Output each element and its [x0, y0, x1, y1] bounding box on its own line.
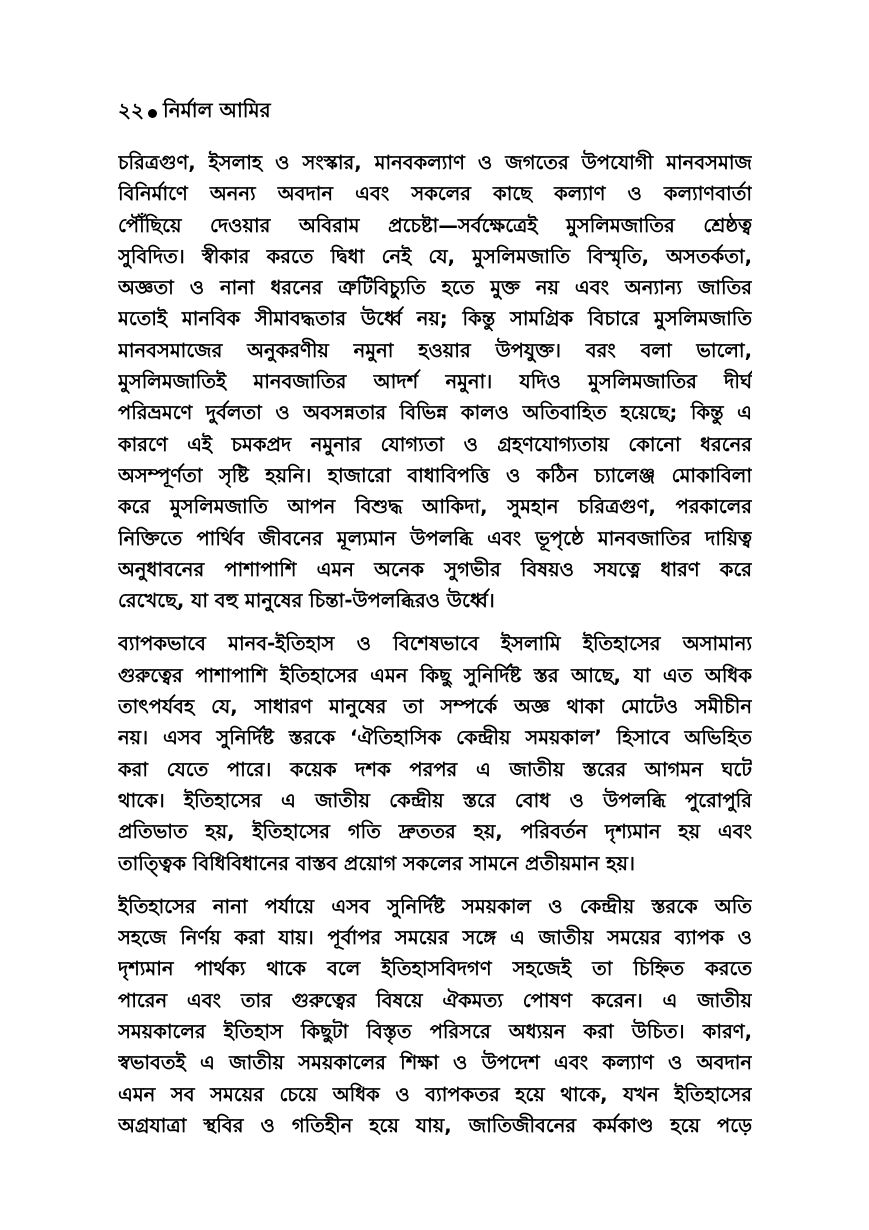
text-line: অসম্পূর্ণতা সৃষ্টি হয়নি। হাজারো বাধাবিপত্তি ও কঠিন চ্যালেঞ্জ মোকাবিলা	[118, 463, 752, 487]
page-number: ২২	[118, 98, 145, 122]
text-line: কারণে এই চমকপ্রদ নমুনার যোগ্যতা ও গ্রহণযোগ্যতায় কোনো ধরনের	[118, 432, 752, 456]
text-line: অজ্ঞতা ও নানা ধরনের ত্রুটিবিচ্যুতি হতে মুক্ত নয় এবং অন্যান্য জাতির	[118, 276, 752, 300]
text-line: অগ্রযাত্রা স্থবির ও গতিহীন হয়ে যায়, জাতিজীবনের কর্মকাণ্ড হয়ে পড়ে	[118, 1113, 752, 1137]
text-line: পারেন এবং তার গুরুত্বের বিষয়ে ঐকমত্য পোষণ করেন। এ জাতীয়	[118, 988, 752, 1012]
text-line: তাত্ত্বিক বিধিবিধানের বাস্তব প্রয়োগ সকলের সামনে প্রতীয়মান হয়।	[118, 851, 635, 875]
text-line: মুসলিমজাতিই মানবজাতির আদর্শ নমুনা। যদিও মুসলিমজাতির দীর্ঘ	[118, 370, 752, 394]
text-line: করে মুসলিমজাতি আপন বিশুদ্ধ আকিদা, সুমহান চরিত্রগুণ, পরকালের	[118, 495, 752, 519]
text-line: এমন সব সময়ের চেয়ে অধিক ও ব্যাপকতর হয়ে থাকে, যখন ইতিহাসের	[118, 1082, 752, 1106]
text-line: নয়। এসব সুনির্দিষ্ট স্তরকে ‘ঐতিহাসিক কেন্দ্রীয় সময়কাল’ হিসাবে অভিহিত	[118, 726, 752, 750]
text-line: ব্যাপকভাবে মানব-ইতিহাস ও বিশেষভাবে ইসলামি ইতিহাসের অসামান্য	[118, 632, 752, 656]
text-line: সময়কালের ইতিহাস কিছুটা বিস্তৃত পরিসরে অধ্যয়ন করা উচিত। কারণ,	[118, 1020, 752, 1044]
text-line: রেখেছে, যা বহু মানুষের চিন্তা-উপলব্ধিরও উর্ধ্বে।	[118, 589, 495, 613]
text-line: দৃশ্যমান পার্থক্য থাকে বলে ইতিহাসবিদগণ সহজেই তা চিহ্নিত করতে	[118, 957, 752, 981]
book-page	[118, 96, 752, 1153]
text-line: গুরুত্বের পাশাপাশি ইতিহাসের এমন কিছু সুনির্দিষ্ট স্তর আছে, যা এত অধিক	[118, 663, 752, 687]
paragraph-3	[118, 891, 752, 1141]
text-line: পরিভ্রমণে দুর্বলতা ও অবসন্নতার বিভিন্ন কালও অতিবাহিত হয়েছে; কিন্তু এ	[118, 401, 752, 425]
text-line: সহজে নির্ণয় করা যায়। পূর্বাপর সময়ের সঙ্গে এ জাতীয় সময়ের ব্যাপক ও	[118, 926, 752, 950]
paragraph-1	[118, 147, 752, 616]
text-line: পৌঁছিয়ে দেওয়ার অবিরাম প্রচেষ্টা—সর্বক্ষেত্রেই মুসলিমজাতির শ্রেষ্ঠত্ব	[118, 213, 752, 237]
bullet-icon	[148, 109, 157, 118]
text-line: করা যেতে পারে। কয়েক দশক পরপর এ জাতীয় স্তরের আগমন ঘটে	[118, 757, 752, 781]
text-line: ইতিহাসের নানা পর্যায়ে এসব সুনির্দিষ্ট সময়কাল ও কেন্দ্রীয় স্তরকে অতি	[118, 894, 752, 918]
text-line: মানবসমাজের অনুকরণীয় নমুনা হওয়ার উপযুক্ত। বরং বলা ভালো,	[118, 338, 752, 362]
text-line: সুবিদিত। স্বীকার করতে দ্বিধা নেই যে, মুসলিমজাতি বিস্মৃতি, অসতর্কতা,	[118, 244, 752, 268]
text-line: মতোই মানবিক সীমাবদ্ধতার উর্ধ্বে নয়; কিন্তু সামগ্রিক বিচারে মুসলিমজাতি	[118, 307, 752, 331]
text-line: অনুধাবনের পাশাপাশি এমন অনেক সুগভীর বিষয়ও সযত্নে ধারণ করে	[118, 557, 752, 581]
paragraph-2	[118, 628, 752, 878]
text-line: বিনির্মাণে অনন্য অবদান এবং সকলের কাছে কল্যাণ ও কল্যাণবার্তা	[118, 182, 752, 206]
running-header	[118, 96, 752, 129]
text-line: প্রতিভাত হয়, ইতিহাসের গতি দ্রুততর হয়, পরিবর্তন দৃশ্যমান হয় এবং	[118, 820, 752, 844]
text-line: নিক্তিতে পার্থিব জীবনের মূল্যমান উপলব্ধি এবং ভূপৃষ্ঠে মানবজাতির দায়িত্ব	[118, 526, 752, 550]
text-line: চরিত্রগুণ, ইসলাহ ও সংস্কার, মানবকল্যাণ ও জগতের উপযোগী মানবসমাজ	[118, 151, 752, 174]
text-line: থাকে। ইতিহাসের এ জাতীয় কেন্দ্রীয় স্তরে বোধ ও উপলব্ধি পুরোপুরি	[118, 788, 752, 812]
text-line: তাৎপর্যবহ যে, সাধারণ মানুষের তা সম্পর্কে অজ্ঞ থাকা মোটেও সমীচীন	[118, 695, 752, 719]
book-title: নির্মাল আমির	[163, 98, 271, 122]
text-line: স্বভাবতই এ জাতীয় সময়কালের শিক্ষা ও উপদেশ এবং কল্যাণ ও অবদান	[118, 1051, 752, 1075]
